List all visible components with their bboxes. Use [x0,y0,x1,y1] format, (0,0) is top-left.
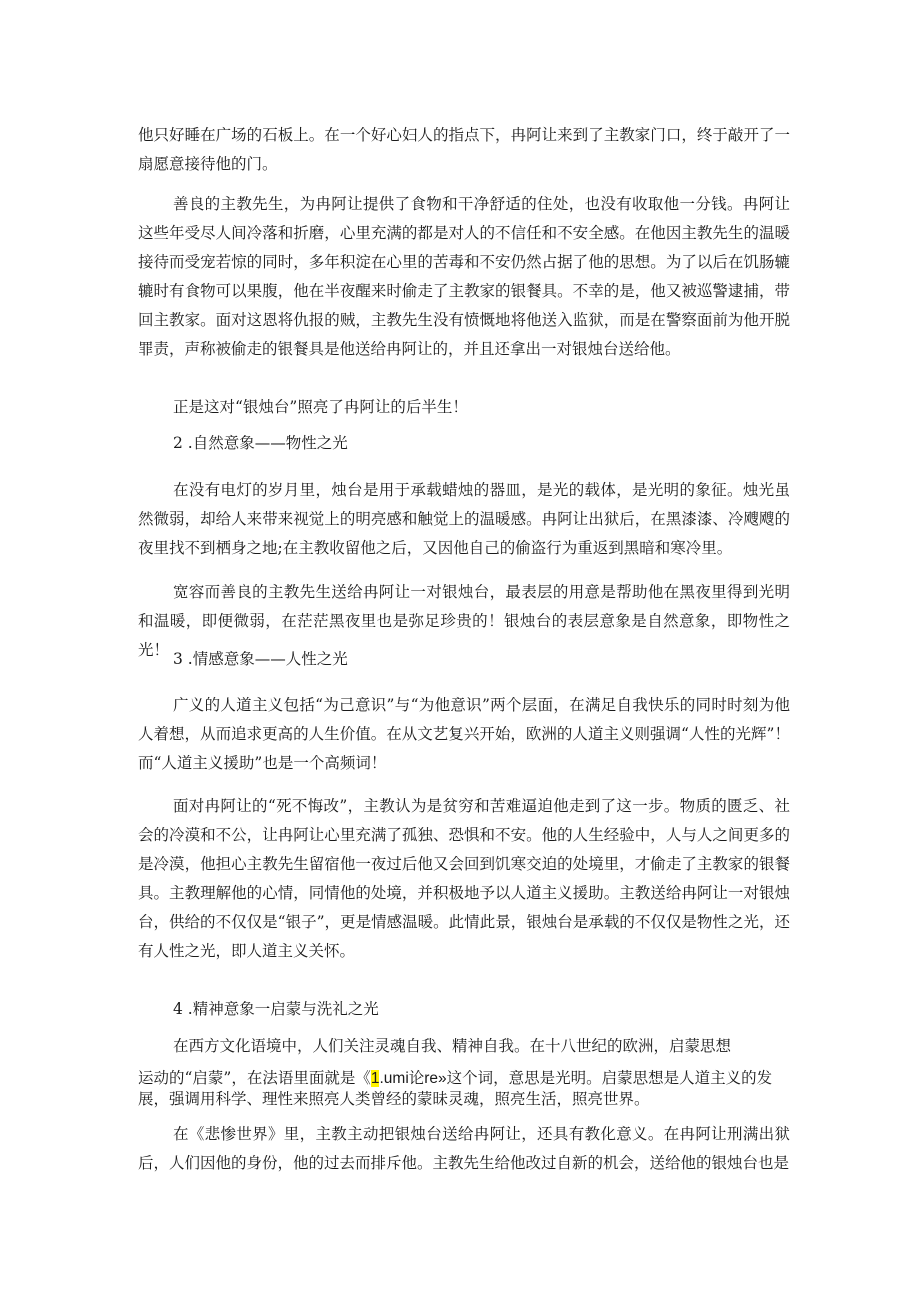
paragraph-enlightenment-line-3: 展，强调用科学、理性来照亮人类曾经的蒙昧灵魂，照亮生活，照亮世界。 [138,1090,650,1108]
highlighted-char: 1 [370,1070,380,1087]
paragraph-les-miserables: 在《悲惨世界》里，主教主动把银烛台送给冉阿让，还具有教化意义。在冉阿让刑满出狱后，人们因他的身份，他的过去而排斥他。主教先生给他改过自新的机会，送给他的银烛台也是 [138,1125,790,1172]
paragraph-emotional-image: 面对冉阿让的“死不悔改”，主教认为是贫穷和苦难逼迫他走到了这一步。物质的匮乏、社会的冷漠和不公，让冉阿让心里充满了孤独、恐惧和不安。他的人生经验中，人与人之间更多的是冷漠，他担心主教先生留宿他一夜过后他又会回到饥寒交迫的处境里，才偷走了主教家的银餐具。主教理解他的心情，同情他的处境，并积极地予以人道主义援助。主教送给冉阿让一对银烛台，供给的不仅仅是“银子”，更是情感温暖。此情此景，银烛台是承载的不仅仅是物性之光，还有人性之光，即人道主义关怀。 [138,797,790,960]
section-heading-4: 4 .精神意象一启蒙与洗礼之光 [173,1000,379,1018]
line-2-suffix: 这个词，意思是光明。启蒙思想是人道主义的发 [446,1069,773,1087]
paragraph-material-light: 宽容而善良的主教先生送给冉阿让一对银烛台，最表层的用意是帮助他在黑夜里得到光明和温暖，即便微弱，在茫茫黑夜里也是弥足珍贵的！银烛台的表层意象是自然意象，即物性之光！ [138,583,790,659]
paragraph-natural-image: 在没有电灯的岁月里，烛台是用于承载蜡烛的器皿，是光的载体，是光明的象征。烛光虽然微弱，却给人来带来视觉上的明亮感和触觉上的温暖感。冉阿让出狱后，在黑漆漆、冷飕飕的夜里找不到栖身之地;在主教收留他之后，又因他自己的偷盗行为重返到黑暗和寒冷里。 [138,481,790,557]
section-heading-3: 3 .情感意象——人性之光 [173,650,348,668]
paragraph-humanism: 广义的人道主义包括“为己意识”与“为他意识”两个层面，在满足自我快乐的同时时刻为他人着想，从而追求更高的人生价值。在从文艺复兴开始，欧洲的人道主义则强调“人性的光辉”！而“人道主义援助”也是一个高频词！ [138,696,790,772]
line-2-prefix: 运动的“启蒙”，在法语里面就是《 [138,1069,371,1087]
paragraph-candlesticks-light: 正是这对“银烛台”照亮了冉阿让的后半生！ [173,398,468,416]
paragraph-enlightenment-line-1: 在西方文化语境中，人们关注灵魂自我、精神自我。在十八世纪的欧洲，启蒙思想 [173,1037,732,1055]
section-heading-2: 2 .自然意象——物性之光 [173,434,348,452]
french-word: .umi论re» [379,1070,447,1087]
paragraph-bishop-kindness: 善良的主教先生，为冉阿让提供了食物和干净舒适的住处，也没有收取他一分钱。冉阿让这些年受尽人间冷落和折磨，心里充满的都是对人的不信任和不安全感。在他因主教先生的温暖接待而受宠若惊的同时，多年积淀在心里的苦毒和不安仍然占据了他的思想。为了以后在饥肠辘辘时有食物可以果腹，他在半夜醒来时偷走了主教家的银餐具。不幸的是，他又被巡警逮捕，带回主教家。面对这恩将仇报的贼，主教先生没有愤慨地将他送入监狱，而是在警察面前为他开脱罪责，声称被偷走的银餐具是他送给冉阿让的，并且还拿出一对银烛台送给他。 [138,195,790,358]
paragraph-intro: 他只好睡在广场的石板上。在一个好心妇人的指点下，冉阿让来到了主教家门口，终于敲开了一扇愿意接待他的门。 [138,126,790,173]
